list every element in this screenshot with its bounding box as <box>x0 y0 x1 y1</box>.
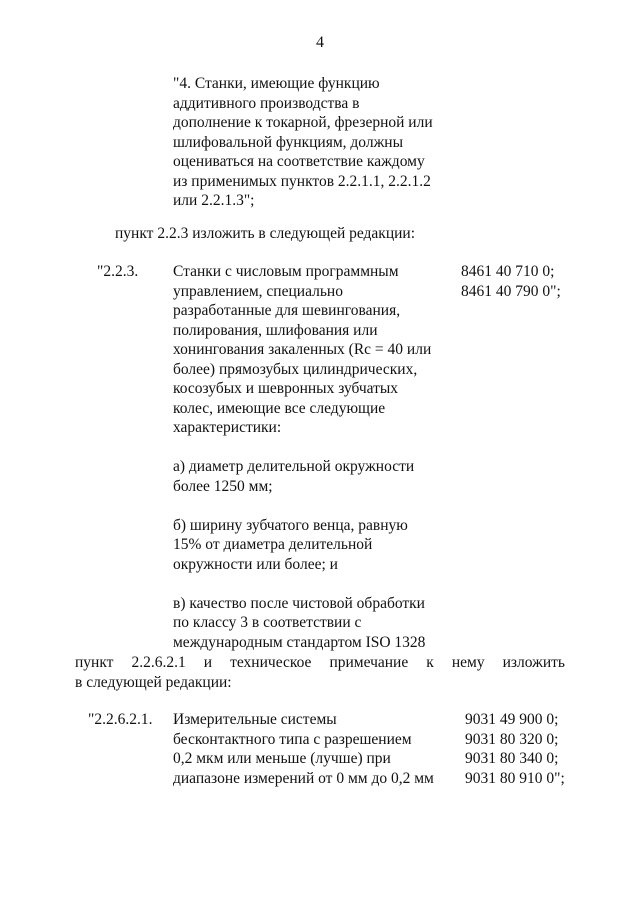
text-line: или 2.2.1.3"; <box>173 192 255 209</box>
quoted-note-4 <box>173 74 433 211</box>
tn-ved-code: 9031 80 910 0"; <box>465 769 565 787</box>
item-codes-2-2-3 <box>461 262 561 301</box>
text-line: аддитивного производства в <box>173 94 360 112</box>
tn-ved-code: 8461 40 710 0; <box>461 263 555 280</box>
sub-item-a-line: более 1250 мм; <box>173 477 273 495</box>
text-line: оцениваться на соответствие каждому <box>173 153 425 170</box>
item-number-2-2-6-2-1: "2.2.6.2.1. <box>88 711 153 728</box>
item-description-2-2-6-2-1 <box>173 710 434 788</box>
text-line: Измерительные системы <box>173 711 337 728</box>
text-line: управлением, специально <box>173 282 343 300</box>
sub-item-b-line: 15% от диаметра делительной <box>173 536 373 553</box>
sub-item-a-line: а) диаметр делительной окружности <box>173 458 415 475</box>
text-line: пункт 2.2.6.2.1 и техническое примечание к нему изложить <box>75 654 565 671</box>
text-line: дополнение к токарной, фрезерной или <box>173 114 433 131</box>
tn-ved-code: 9031 49 900 0; <box>465 711 559 728</box>
sub-item-c-line: по классу 3 в соответствии с <box>173 614 362 631</box>
text-line: колес, имеющие все следующие <box>173 399 386 417</box>
text-line: хонингования закаленных (Rc = 40 или <box>173 341 432 358</box>
text-line: шлифовальной функциям, должны <box>173 133 404 151</box>
text-line: диапазоне измерений от 0 мм до 0,2 мм <box>173 769 434 787</box>
text-line: из применимых пунктов 2.2.1.1, 2.2.1.2 <box>173 172 431 190</box>
tn-ved-code: 9031 80 320 0; <box>465 730 559 748</box>
sub-item-c-line: международным стандартом ISO 1328 <box>173 633 426 651</box>
text-line: 0,2 мкм или меньше (лучше) при <box>173 750 391 767</box>
paragraph-instruction-2-2-6-2-1 <box>75 653 565 692</box>
item-number-2-2-3: "2.2.3. <box>97 263 139 280</box>
text-line: более) прямозубых цилиндрических, <box>173 360 418 378</box>
sub-item-b-line: б) ширину зубчатого венца, равную <box>173 516 408 534</box>
tn-ved-code: 9031 80 340 0; <box>465 750 559 767</box>
page-number: 4 <box>316 34 324 51</box>
text-line: характеристики: <box>173 419 282 436</box>
text-line: полирования, шлифования или <box>173 321 378 339</box>
text-line: разработанные для шевингования, <box>173 302 401 319</box>
text-line: косозубых и шевронных зубчатых <box>173 380 399 397</box>
text-line: в следующей редакции: <box>75 673 232 691</box>
paragraph-instruction-2-2-3: пункт 2.2.3 изложить в следующей редакции: <box>115 225 416 242</box>
sub-item-c-line: в) качество после чистовой обработки <box>173 594 425 612</box>
item-codes-2-2-6-2-1 <box>465 710 565 788</box>
text-line: Станки с числовым программным <box>173 263 399 280</box>
sub-item-b-line: окружности или более; и <box>173 555 338 573</box>
item-description-2-2-3 <box>173 262 431 652</box>
text-line: бесконтактного типа с разрешением <box>173 730 412 748</box>
text-line: "4. Станки, имеющие функцию <box>173 75 380 92</box>
tn-ved-code: 8461 40 790 0"; <box>461 282 561 300</box>
